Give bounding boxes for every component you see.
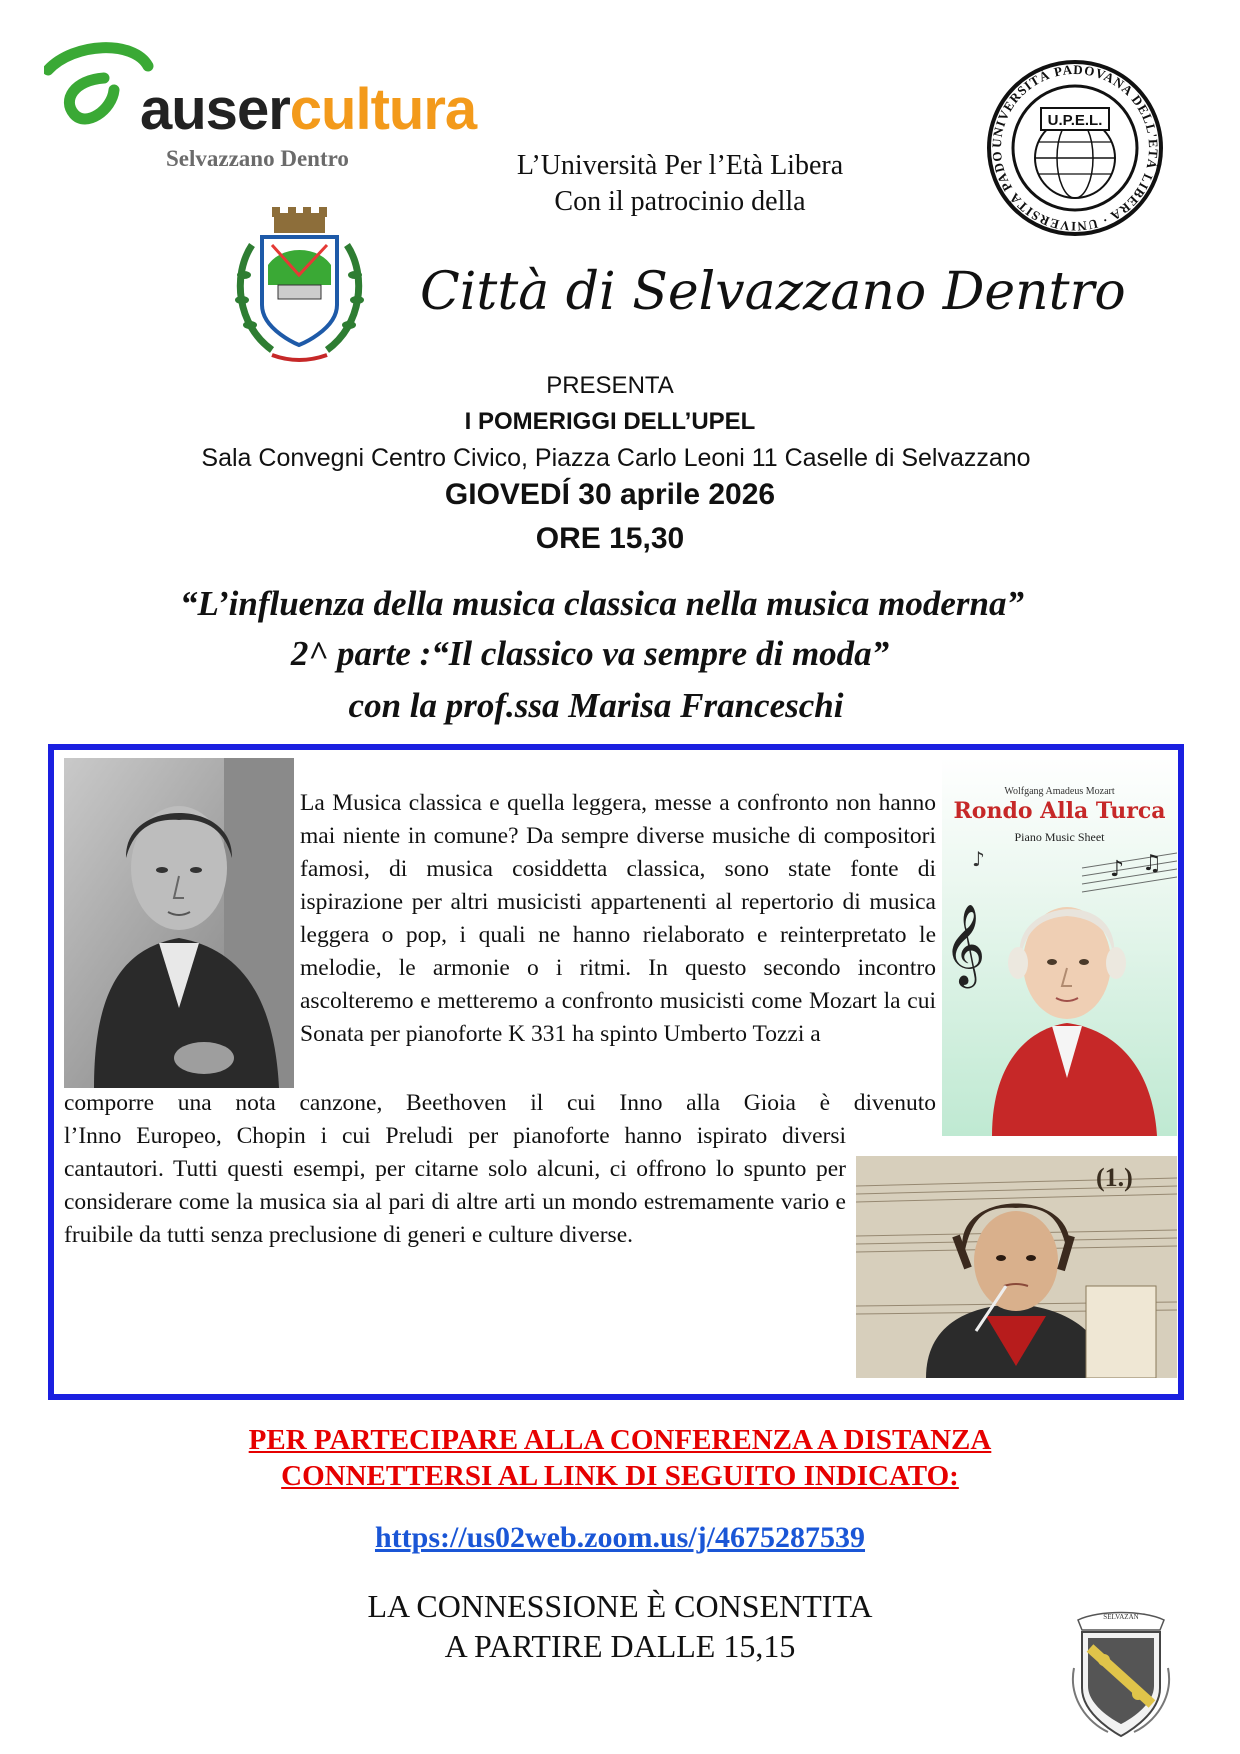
upel-seal-logo <box>985 58 1165 238</box>
svg-text:𝄞: 𝄞 <box>944 903 986 985</box>
zoom-link[interactable]: https://us02web.zoom.us/j/4675287539 <box>374 1521 866 1554</box>
event-time: ORE 15,30 <box>535 522 685 555</box>
remote-notice-1 <box>0 1424 1240 1457</box>
auser-subtitle: Selvazzano Dentro <box>166 146 349 171</box>
connection-line2: A PARTIRE DALLE 15,15 <box>444 1628 796 1664</box>
svg-text:♫: ♫ <box>1142 851 1162 876</box>
beethoven-image <box>856 1156 1177 1378</box>
selvazzano-crest <box>232 205 367 365</box>
svg-text:(1.): (1.) <box>1096 1163 1133 1192</box>
svg-text:♪: ♪ <box>972 847 985 871</box>
svg-text:UNIVERSITÀ PADOVANA DELL'ETÀ L: UNIVERSITÀ PADOVANA DELL'ETÀ LIBERA · UNIVERSITÀ PADO <box>988 61 1162 235</box>
event-date: GIOVEDÍ 30 aprile 2026 <box>444 478 776 511</box>
auser-wordmark <box>140 76 476 143</box>
auser-word-part2: cultura <box>289 77 477 142</box>
connection-line1: LA CONNESSIONE È CONSENTITA <box>367 1588 873 1624</box>
svg-text:♪: ♪ <box>1110 857 1125 882</box>
zoom-link-row <box>0 1521 1240 1555</box>
remote-notice-line1: PER PARTECIPARE ALLA CONFERENZA A DISTANZA <box>248 1424 992 1456</box>
description-line-wide: comporre una nota canzone, Beethoven il cui Inno alla Gioia è divenuto <box>64 1090 936 1116</box>
venue-text: Sala Convegni Centro Civico, Piazza Carlo Leoni 11 Caselle di Selvazzano <box>201 444 1031 472</box>
mozart-piece-title: Rondo Alla Turca <box>953 798 1166 824</box>
small-crest-label: SELVAZAN <box>1103 1613 1139 1621</box>
mozart-rondo-image <box>942 758 1177 1136</box>
selvazzano-small-crest <box>1068 1608 1174 1742</box>
mozart-composer-label: Wolfgang Amadeus Mozart <box>1004 786 1115 797</box>
series-title: I POMERIGGI DELL’UPEL <box>464 408 756 435</box>
talk-speaker: con la prof.ssa Marisa Franceschi <box>348 686 844 725</box>
talk-part: 2^ parte :“Il classico va sempre di moda” <box>290 634 890 673</box>
presenta-label: PRESENTA <box>546 372 674 399</box>
mozart-piece-subtitle: Piano Music Sheet <box>1014 830 1105 844</box>
talk-title: “L’influenza della musica classica nella musica moderna” <box>180 584 1024 623</box>
auser-swoosh-icon <box>44 40 154 140</box>
upel-line: L’Università Per l’Età Libera <box>516 150 844 181</box>
remote-notice-line2: CONNETTERSI AL LINK DI SEGUITO INDICATO: <box>281 1460 959 1492</box>
remote-notice-2 <box>0 1460 1240 1493</box>
description-paragraph-left: l’Inno Europeo, Chopin i cui Preludi per pianoforte hanno ispirato diversi cantautori. Tutti questi esempi, per citarne solo alcuni, ci offrono lo spunto per considerare come la musica sia al pari di altre arti un mondo estremamente vario e fruibile da tutti senza preclusione di generi e culture diverse. <box>64 1123 846 1248</box>
city-title: Città di Selvazzano Dentro <box>420 262 1126 322</box>
patronage-line: Con il patrocinio della <box>554 186 806 217</box>
description-paragraph-right: La Musica classica e quella leggera, messe a confronto non hanno mai niente in comune? Da sempre diverse musiche di compositori famosi, di musica cosiddetta classica, sono state fonte di ispirazione per altri musicisti appartenenti al repertorio di musica leggera o pop, i quali ne hanno rielaborato e reinterpretato le melodie, le armonie o i ritmi. In questo secondo incontro ascolteremo e metteremo a confronto musicisti come Mozart la cui Sonata per pianoforte K 331 ha spinto Umberto Tozzi a <box>300 790 936 1047</box>
auser-word-part1: auser <box>140 77 290 142</box>
svg-text:U.P.E.L.: U.P.E.L. <box>1047 112 1103 129</box>
chopin-photo <box>64 758 294 1088</box>
